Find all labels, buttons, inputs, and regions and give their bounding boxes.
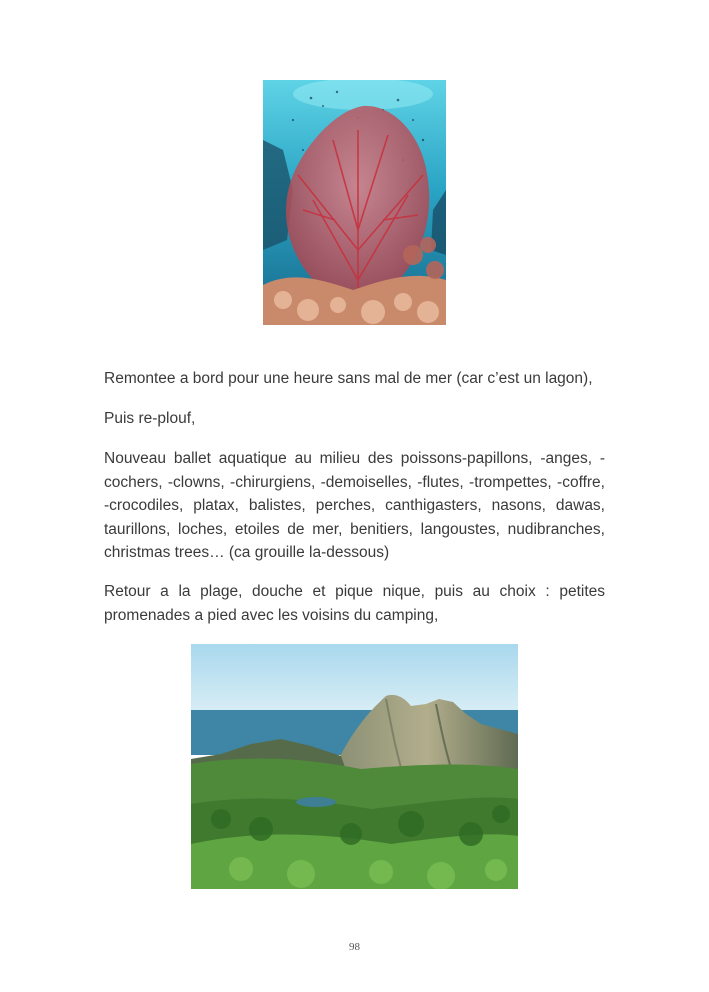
paragraph-4 [104,580,605,627]
coral-reef-photo [263,80,446,325]
paragraph-2 [104,407,605,431]
paragraph-text: Nouveau ballet aquatique au milieu des poissons-papillons, -anges, -cochers, -clowns, -chirurgiens, -demoiselles, -flutes, -trompettes, -coffre, -crocodiles, platax, balistes, perches, canthigasters, nasons, dawas, taurillons, loches, etoiles de mer, benitiers, langoustes, nudibranches, christmas trees… (ca grouille la-dessous) [104,450,605,561]
paragraph-text: Retour a la plage, douche et pique nique, puis au choix : petites promenades a pied avec les voisins du camping, [104,583,605,624]
paragraph-1 [104,367,605,391]
page-number: 98 [349,941,360,953]
paragraph-text: Remontee a bord pour une heure sans mal de mer (car c’est un lagon), [104,370,593,387]
mountain-landscape-photo [191,644,518,889]
paragraph-3 [104,447,605,565]
paragraph-text: Puis re-plouf, [104,410,196,427]
